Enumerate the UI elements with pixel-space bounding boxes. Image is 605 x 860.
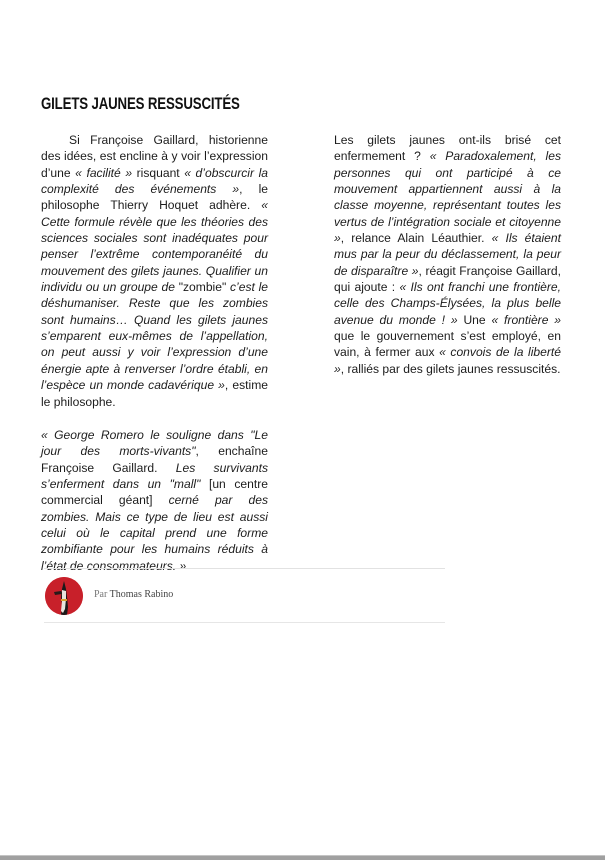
byline-text (94, 589, 173, 600)
body-text: , estime le philosophe. (41, 378, 269, 409)
quote-text: « Cette formule révèle que les théories des sciences sociales sont inadéquates pour penser l’extrême contemporanéité du mouvement des gilets jaunes. Qualifier un individu ou un groupe de (41, 198, 268, 295)
body-text: , enchaîne Françoise Gaillard. (41, 444, 268, 475)
article-column-left (41, 132, 268, 574)
article-title: GILETS JAUNES RESSUSCITÉS (41, 94, 240, 113)
quote-text: « Ils étaient mus par la peur du déclassement, la peur de disparaître » (334, 231, 561, 278)
quote-text: « frontière » (491, 312, 561, 327)
body-text: , relance Alain Léauthier. (340, 231, 492, 246)
quote-text: "Le jour des morts-vivants" (41, 427, 268, 459)
paragraph (334, 132, 561, 377)
body-text: "zombie" (178, 280, 227, 295)
body-text: , ralliés par des gilets jaunes ressuscités. (340, 361, 561, 376)
quote-text: « d’obscurcir la complexité des événements » (41, 165, 269, 197)
paragraph (41, 132, 268, 410)
byline-prefix: Par (94, 589, 108, 600)
body-text: Les gilets jaunes ont-ils brisé cet enfermement ? (334, 133, 561, 164)
page-bottom-edge (0, 855, 605, 860)
body-text: , le philosophe Thierry Hoquet adhère. (41, 182, 268, 213)
quote-text: « George Romero le souligne dans (41, 427, 251, 442)
body-text: Une (457, 312, 492, 327)
quote-text: « Ils ont franchi une frontière, celle des Champs-Élysées, la plus belle avenue du monde ! » (334, 280, 561, 327)
body-text: Si Françoise Gaillard, historienne des idées, est encline à y voir l’expression d’une (41, 133, 268, 180)
article-column-right (334, 132, 561, 377)
author-avatar[interactable] (45, 577, 83, 615)
body-text: , réagit Françoise Gaillard, qui ajoute : (334, 263, 561, 295)
body-text: que le gouvernement s’est employé, en vain, à fermer aux (334, 329, 561, 360)
quote-text: "mall" (169, 476, 201, 491)
paragraph (41, 427, 268, 574)
author-byline (44, 568, 445, 623)
body-text: [un centre commercial géant] (41, 476, 268, 508)
quote-text: « Paradoxalement, les personnes qui ont participé à ce mouvement appartiennent aussi à la classe moyenne, représentant toutes les vertus de l’intégration sociale et citoyenne » (334, 149, 561, 246)
quote-text: « convois de la liberté » (334, 345, 561, 376)
quote-text: cerné par des zombies. Mais ce type de lieu est aussi celui où le capital prend une forme zombifiante pour les humains réduits à l’état de consommateurs. » (41, 493, 268, 573)
author-name[interactable]: Thomas Rabino (109, 589, 174, 600)
body-text: risquant (132, 165, 185, 180)
quote-text: Les survivants s’enferment dans un (41, 460, 268, 491)
statue-figure-icon (45, 577, 83, 615)
quote-text: « facilité » (75, 165, 133, 180)
quote-text: c’est le déshumaniser. Reste que les zombies sont humains… Quand les gilets jaunes s’emparent eux-mêmes de l’appellation, on peut aussi y voir l’expression d’une énergie apte à renverser l’ordre établi, en l’espèce un monde cadavérique » (41, 280, 269, 393)
